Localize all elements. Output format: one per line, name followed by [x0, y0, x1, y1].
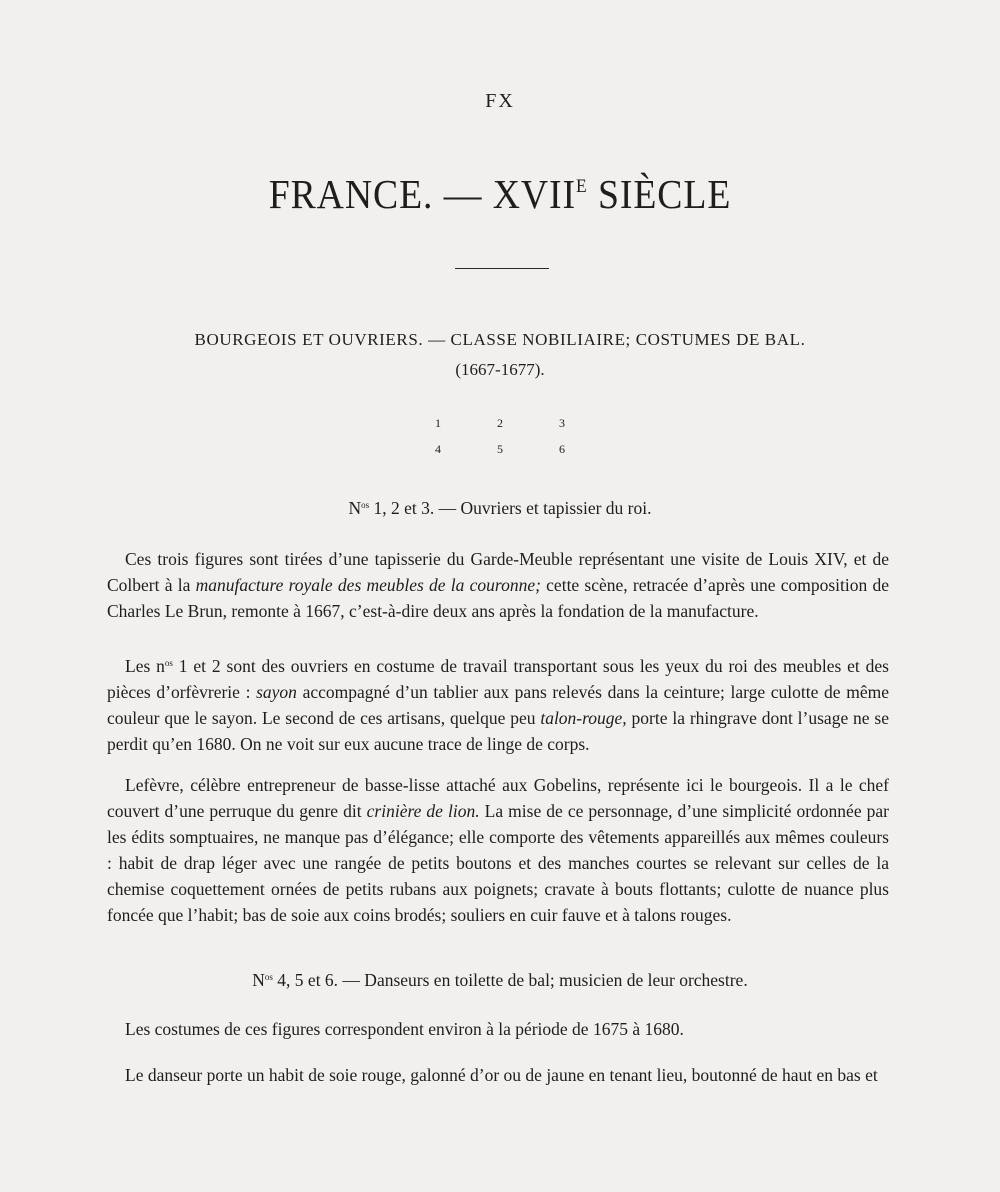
- figure-number: 2: [497, 416, 503, 430]
- heading-superscript: os: [264, 972, 273, 982]
- paragraph-text: 1 et 2 sont des ouvriers en costume de travail transportant sous les yeux du roi des meubles et des pièces d’orfèvrerie :: [107, 656, 889, 702]
- section-heading-1: [0, 498, 1000, 519]
- title-part-b: SIÈCLE: [587, 171, 732, 217]
- figure-grid-row: [405, 442, 595, 468]
- title-superscript: E: [576, 176, 588, 197]
- heading-text: N: [252, 970, 265, 990]
- paragraph-text: Les costumes de ces figures correspondent environ à la période de 1675 à 1680.: [125, 1019, 684, 1039]
- figure-number: 3: [559, 416, 565, 430]
- subtitle: BOURGEOIS ET OUVRIERS. — CLASSE NOBILIAIRE; COSTUMES DE BAL.: [194, 330, 806, 349]
- figure-number-grid: [405, 416, 595, 468]
- date-range: (1667-1677).: [455, 360, 545, 379]
- heading-text: 1, 2 et 3. — Ouvriers et tapissier du roi.: [369, 498, 652, 518]
- italic-text: talon-rouge,: [540, 708, 627, 728]
- paragraph-text: La mise de ce personnage, d’une simplicité ordonnée par les édits somptuaires, ne manque pas d’élégance; elle comporte des vêtements appareillés aux mêmes couleurs : habit de drap léger avec une rangée de petits boutons et des manches courtes se relevant sur celles de la chemise coquettement ornées de petits rubans aux poignets; cravate à bouts flottants; culotte de nuance plus foncée que l’habit; bas de soie aux coins brodés; souliers en cuir fauve et à talons rouges.: [107, 801, 889, 925]
- figure-grid-row: [405, 416, 595, 442]
- figure-number: 4: [435, 442, 441, 456]
- plate-number: FX: [485, 90, 515, 112]
- title-part-a: FRANCE. — XVII: [268, 171, 577, 217]
- paragraph-text: Ces trois figures sont tirées d’une tapisserie du Garde-Meuble représentant une visite de Louis XIV, et de Colbert à la: [107, 549, 889, 595]
- page-title: [40, 170, 960, 218]
- heading-superscript: os: [361, 500, 370, 510]
- italic-text: manufacture royale des meubles de la couronne;: [195, 575, 541, 595]
- paragraph-3: [107, 772, 889, 928]
- title-divider: [455, 268, 549, 269]
- italic-text: crinière de lion.: [366, 801, 480, 821]
- paragraph-1: [107, 546, 889, 624]
- paragraph-text: Les n: [125, 656, 165, 676]
- figure-number: 6: [559, 442, 565, 456]
- figure-number: 5: [497, 442, 503, 456]
- italic-text: sayon: [256, 682, 297, 702]
- figure-number: 1: [435, 416, 441, 430]
- paragraph-5: [107, 1062, 889, 1088]
- heading-text: N: [348, 498, 362, 518]
- superscript: os: [164, 658, 173, 668]
- paragraph-4: [107, 1016, 889, 1042]
- section-heading-2: [0, 970, 1000, 991]
- paragraph-2: [107, 650, 889, 757]
- paragraph-text: Lefèvre, célèbre entrepreneur de basse-lisse attaché aux Gobelins, représente ici le bourgeois. Il a le chef couvert d’une perruque du genre dit: [107, 775, 889, 821]
- heading-text: 4, 5 et 6. — Danseurs en toilette de bal; musicien de leur orchestre.: [272, 970, 748, 990]
- paragraph-text: cette scène, retracée d’après une composition de Charles Le Brun, remonte à 1667, c’est-à-dire deux ans après la fondation de la manufacture.: [107, 575, 889, 621]
- paragraph-text: porte la rhingrave dont l’usage ne se perdit qu’en 1680. On ne voit sur eux aucune trace de linge de corps.: [107, 708, 890, 754]
- paragraph-text: Le danseur porte un habit de soie rouge, galonné d’or ou de jaune en tenant lieu, boutonné de haut en bas et: [125, 1065, 878, 1085]
- paragraph-text: accompagné d’un tablier aux pans relevés dans la ceinture; large culotte de même couleur que le sayon. Le second de ces artisans, quelque peu: [107, 682, 889, 728]
